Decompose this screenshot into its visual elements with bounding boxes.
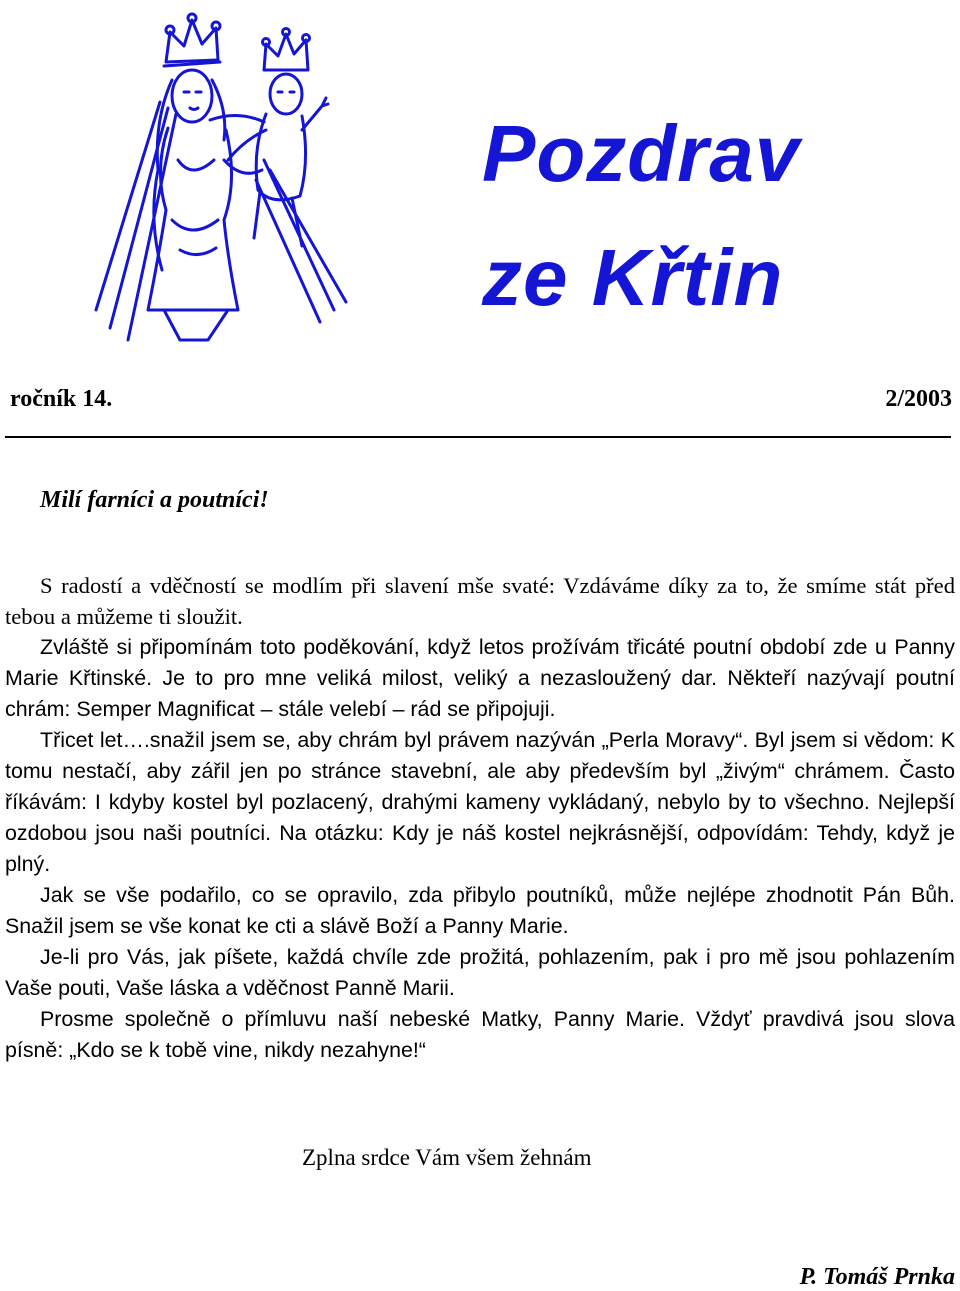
title-line-2: ze Křtin: [482, 233, 784, 322]
volume-label: ročník 14.: [10, 386, 113, 412]
header-divider: [5, 436, 951, 438]
letter-paragraph: Jak se vše podařilo, co se opravilo, zda přibylo poutníků, může nejlépe zhodnotit Pán Bůh. Snažil jsem se vše konat ke cti a slávě Boží a Panny Marie.: [5, 883, 955, 938]
letter-closing: Zplna srdce Vám všem žehnám: [302, 1145, 592, 1170]
letter-paragraph: Třicet let….snažil jsem se, aby chrám byl právem nazýván „Perla Moravy“. Byl jsem si vědom: K tomu nestačí, aby zářil jen po stránce stavební, ale aby především byl „živým“ chrámem. Často říkávám: I kdyby kostel byl pozlacený, drahými kameny vykládaný, nebylo by to všechno. Nejlepší ozdobou jsou naši poutníci. Na otázku: Kdy je náš kostel nejkrásnější, odpovídám: Tehdy, když je plný.: [5, 728, 955, 876]
author-signature: P. Tomáš Prnka: [799, 1264, 955, 1290]
letter-paragraph: S radostí a vděčností se modlím při slavení mše svaté: Vzdáváme díky za to, že smíme stát před tebou a můžeme ti sloužit.: [5, 573, 955, 629]
letter-paragraph: Je-li pro Vás, jak píšete, každá chvíle zde prožitá, pohlazením, pak i pro mě jsou pohlazením Vaše pouti, Vaše láska a vděčnost Panně Marii.: [5, 945, 955, 1000]
madonna-logo-icon: [88, 10, 358, 355]
letter-paragraph: Zvláště si připomínám toto poděkování, když letos prožívám třicáté poutní období zde u Panny Marie Křtinské. Je to pro mne veliká milost, veliký a nezasloužený dar. Někteří nazývají poutní chrám: Semper Magnificat – stále velebí – rád se připojuji.: [5, 635, 955, 721]
newsletter-title: [482, 92, 800, 340]
issue-number: 2/2003: [885, 386, 952, 412]
letter-greeting: Milí farníci a poutníci!: [40, 487, 269, 513]
title-line-1: Pozdrav: [482, 109, 801, 198]
issue-info-row: [10, 386, 952, 413]
letter-body: [5, 570, 955, 1066]
letter-paragraph: Prosme společně o přímluvu naší nebeské Matky, Panny Marie. Vždyť pravdivá jsou slova písně: „Kdo se k tobě vine, nikdy nezahyne!“: [5, 1007, 955, 1062]
